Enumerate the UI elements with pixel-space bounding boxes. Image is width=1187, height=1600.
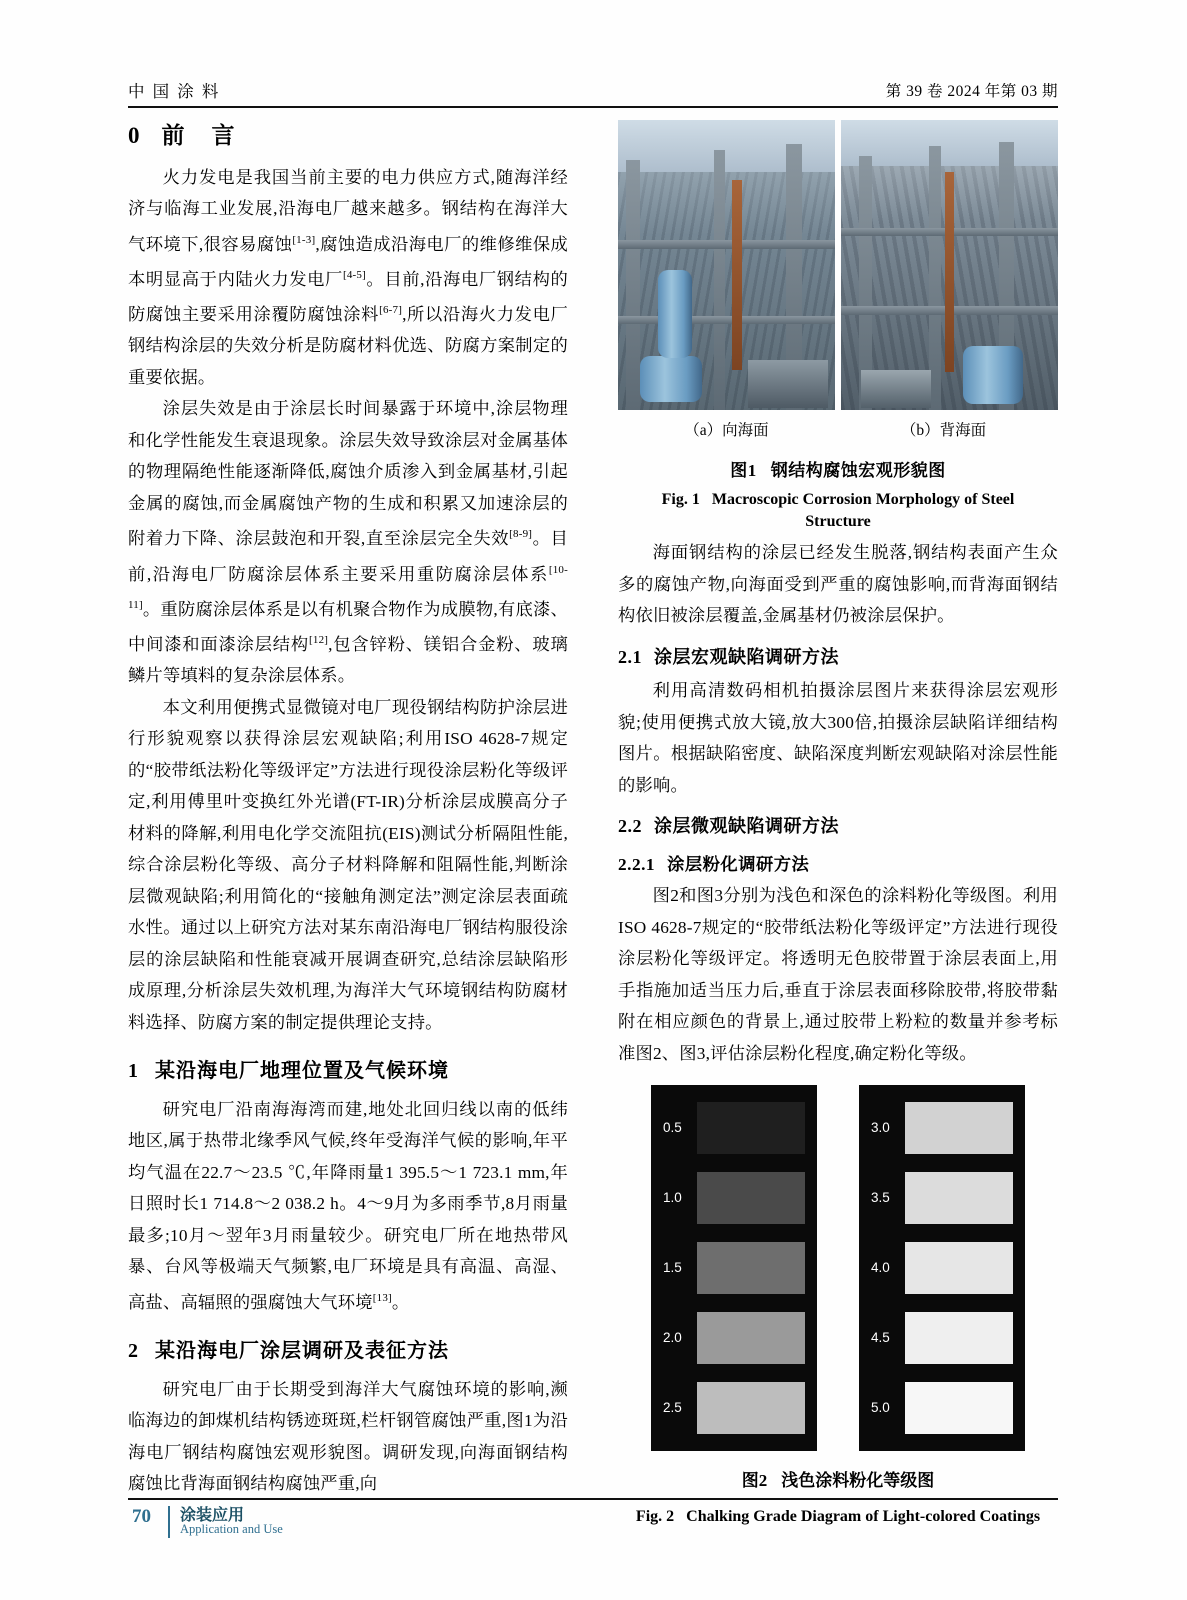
paragraph-3: 本文利用便携式显微镜对电厂现役钢结构防护涂层进行形貌观察以获得涂层宏观缺陷;利用ISO 4628-7规定的“胶带纸法粉化等级评定”方法进行现役涂层粉化等级评定,利用傅里叶变换红外光谱(FT-IR)分析涂层成膜高分子材料的降解,利用电化学交流阻抗(EIS)测试分析隔阻性能,综合涂层粉化等级、高分子材料降解和阻隔性能,判断涂层微观缺陷;利用简化的“接触角测定法”测定涂层表面疏水性。通过以上研究方法对某东南沿海电厂钢结构服役涂层的涂层缺陷和性能衰减开展调查研究,总结涂层缺陷形成原理,分析涂层失效机理,为海洋大气环境钢结构防腐材料选择、防腐方案的制定提供理论支持。 [128,697,568,1032]
chalking-cell [871,1099,1013,1157]
chalking-swatch [697,1382,805,1434]
chalking-cell [663,1099,805,1157]
section-2-2-number: 2.2 [618,816,642,836]
section-2-2-1-number: 2.2.1 [618,854,656,874]
chalking-swatch [905,1312,1013,1364]
chalking-grade-label: 4.5 [871,1330,890,1346]
photo-leeward-side [841,120,1058,410]
figure-2-title-en-text: Chalking Grade Diagram of Light-colored Coatings [686,1507,1041,1525]
section-2-2-heading [618,811,1058,843]
section-0-title: 前 言 [161,123,237,148]
section-0-heading [128,120,568,152]
footer-section-en: Application and Use [180,1522,283,1536]
figure-1-title-en-line1: Macroscopic Corrosion Morphology of Steel [711,491,1015,508]
chalking-cell [871,1379,1013,1437]
section-2-2-1-heading [618,849,1058,881]
page-header [128,78,1058,110]
figure-1-title-en [618,489,1058,533]
figure-1-subcaption-b: （b）背海面 [900,422,987,439]
chalking-cell [663,1379,805,1437]
paragraph-2: 涂层失效是由于涂层长时间暴露于环境中,涂层物理和化学性能发生衰退现象。涂层失效导致涂层对金属基体的物理隔绝性能逐渐降低,腐蚀介质渗入到金属基材,引起金属的腐蚀,而金属腐蚀产物的生成和积累又加速涂层的附着力下降、涂层鼓泡和开裂,直至涂层完全失效[8-9]。目前,沿海电厂防腐涂层体系主要采用重防腐涂层体系[10-11]。重防腐涂层体系是以有机聚合物作为成膜物,有底漆、中间漆和面漆涂层结构[12],包含锌粉、镁铝合金粉、玻璃鳞片等填料的复杂涂层体系。 [128,399,568,686]
paragraph-1: 火力发电是我国当前主要的电力供应方式,随海洋经济与临海工业发展,沿海电厂越来越多。钢结构在海洋大气环境下,很容易腐蚀[1-3],腐蚀造成沿海电厂的维修维保成本明显高于内陆火力发电厂[4-5]。目前,沿海电厂钢结构的防腐蚀主要采用涂覆防腐蚀涂料[6-7],所以沿海火力发电厂钢结构涂层的失效分析是防腐材料优选、防腐方案制定的重要依据。 [128,167,568,387]
chalking-swatch [697,1242,805,1294]
right-paragraph-2: 利用高清数码相机拍摄涂层图片来获得涂层宏观形貌;使用便携式放大镜,放大300倍,拍摄涂层缺陷详细结构图片。根据缺陷密度、缺陷深度判断宏观缺陷对涂层性能的影响。 [618,681,1058,795]
figure-1-title-cn [618,455,1058,487]
chalking-swatch [697,1102,805,1154]
figure-2-label-en: Fig. 2 [635,1507,675,1525]
section-1-number: 1 [128,1060,139,1083]
right-column [618,120,1058,1532]
journal-name: 中 国 涂 料 [128,82,221,101]
chalking-grade-label: 1.5 [663,1260,682,1276]
section-2-2-1-title: 涂层粉化调研方法 [667,854,810,874]
paragraph-5: 研究电厂由于长期受到海洋大气腐蚀环境的影响,濒临海边的卸煤机结构锈迹斑斑,栏杆钢管腐蚀严重,图1为沿海电厂钢结构腐蚀宏观形貌图。调研发现,向海面钢结构腐蚀比背海面钢结构腐蚀严重,向 [128,1379,568,1494]
chalking-cell [663,1169,805,1227]
section-2-1-heading [618,642,1058,674]
figure-1-label-en: Fig. 1 [661,491,700,508]
figure-1-label-cn: 图1 [730,460,757,480]
chalking-swatch [905,1242,1013,1294]
figure-1-title-en-line2: Structure [805,513,871,530]
section-2-heading [128,1336,568,1368]
issue-info: 第 39 卷 2024 年第 03 期 [885,83,1058,100]
chalking-swatch [905,1172,1013,1224]
section-2-1-number: 2.1 [618,646,642,667]
chalking-cell [663,1239,805,1297]
chalking-cell [871,1169,1013,1227]
section-2-number: 2 [128,1340,139,1363]
chalking-swatch [697,1312,805,1364]
chalking-grade-label: 3.0 [871,1120,890,1136]
page-footer [128,1498,1058,1540]
chalking-cell [871,1239,1013,1297]
figure-2 [618,1085,1058,1532]
figure-1 [618,120,1058,533]
chalking-panel-left [651,1085,817,1451]
section-1-title: 某沿海电厂地理位置及气候环境 [155,1060,449,1083]
figure-1-subcaption-a: （a）向海面 [684,422,769,439]
figure-2-title-cn-text: 浅色涂料粉化等级图 [781,1471,935,1490]
footer-divider [128,1498,1058,1500]
page-number: 70 [132,1506,151,1527]
figure-2-label-cn: 图2 [741,1471,768,1490]
section-2-1-title: 涂层宏观缺陷调研方法 [654,646,839,667]
section-0-number: 0 [128,123,142,148]
chalking-grade-label: 3.5 [871,1190,890,1206]
chalking-grade-label: 1.0 [663,1190,682,1206]
section-2-title: 某沿海电厂涂层调研及表征方法 [155,1340,449,1363]
chalking-grade-label: 5.0 [871,1400,890,1416]
header-divider [128,106,1058,108]
figure-2-title-cn [618,1465,1058,1497]
figure-1-images [618,120,1058,410]
figure-1-subcaptions [618,415,1058,447]
chalking-grade-label: 2.5 [663,1400,682,1416]
section-2-2-title: 涂层微观缺陷调研方法 [654,816,839,836]
right-paragraph-3: 图2和图3分别为浅色和深色的涂料粉化等级图。利用ISO 4628-7规定的“胶带纸法粉化等级评定”方法进行现役涂层粉化等级评定。将透明无色胶带置于涂层表面上,用手指施加适当压力后,垂直于涂层表面移除胶带,将胶带黏附在相应颜色的背景上,通过胶带上粉粒的数量并参考标准图2、图3,评估涂层粉化程度,确定粉化等级。 [618,886,1058,1063]
chalking-cell [663,1309,805,1367]
chalking-swatch [905,1382,1013,1434]
chalking-panel-right [859,1085,1025,1451]
left-column [128,120,568,1500]
chalking-cell [871,1309,1013,1367]
chalking-swatch [905,1102,1013,1154]
photo-seaward-side [618,120,835,410]
footer-accent-bar [168,1506,170,1538]
footer-section-cn: 涂装应用 [180,1507,245,1524]
figure-2-panels [618,1085,1058,1451]
chalking-grade-label: 4.0 [871,1260,890,1276]
chalking-grade-label: 2.0 [663,1330,682,1346]
figure-1-title-cn-text: 钢结构腐蚀宏观形貌图 [770,460,946,480]
section-1-heading [128,1056,568,1088]
chalking-grade-label: 0.5 [663,1120,682,1136]
paragraph-4: 研究电厂沿南海海湾而建,地处北回归线以南的低纬地区,属于热带北缘季风气候,终年受海洋气候的影响,年平均气温在22.7～23.5 ℃,年降雨量1 395.5～1 723.1 mm,年日照时长1 714.8～2 038.2 h。4～9月为多雨季节,8月雨量最多;10月～翌年3月雨量较少。研究电厂所在地热带风暴、台风等极端天气频繁,电厂环境是具有高温、高湿、高盐、高辐照的强腐蚀大气环境[13]。 [128,1099,568,1312]
right-paragraph-1: 海面钢结构的涂层已经发生脱落,钢结构表面产生众多的腐蚀产物,向海面受到严重的腐蚀影响,而背海面钢结构依旧被涂层覆盖,金属基材仍被涂层保护。 [618,543,1058,625]
chalking-swatch [697,1172,805,1224]
